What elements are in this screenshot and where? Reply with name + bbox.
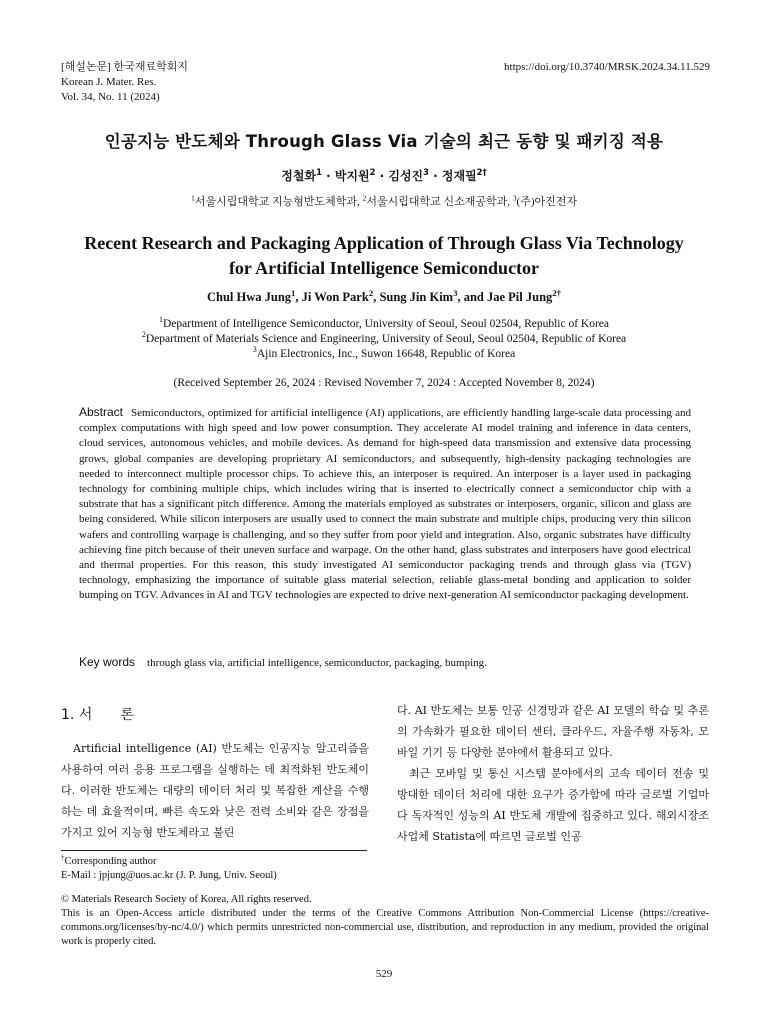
author-separator: ,: [373, 290, 380, 304]
author-separator: ·: [428, 169, 442, 183]
title-english-line: for Artificial Intelligence Semiconductor: [228, 258, 540, 278]
copyright: © Materials Research Society of Korea, All rights reserved.: [61, 894, 312, 905]
license-text: This is an Open-Access article distributed under the terms of the Creative Commons Attribution Non-Commercial License (https://creative-commons.org/licenses/by-nc/4.0/) which permits unrestricted non-commercial use, distribution, and reproduction in any medium, provided the original work is properly cited.: [61, 908, 709, 947]
footnote: [61, 852, 277, 883]
corresponding-email: E-Mail : jpjung@uos.ac.kr (J. P. Jung, Univ. Seoul): [61, 870, 277, 881]
author-ko: 정재필: [441, 169, 477, 183]
title-korean: 인공지능 반도체와 Through Glass Via 기술의 최근 동향 및 패키징 적용: [104, 132, 664, 151]
author-separator: ,: [295, 290, 302, 304]
affiliation-text: Ajin Electronics, Inc., Suwon 16648, Republic of Korea: [256, 348, 516, 360]
footnote-sup: †: [61, 852, 65, 862]
affiliation-sup: 1: [190, 193, 195, 203]
journal-name-ko: [해설논문] 한국재료학회지: [61, 61, 188, 73]
section-heading: [61, 704, 134, 724]
author-sup: 3: [423, 167, 429, 177]
author-sup: 1: [291, 287, 296, 298]
author-sup: 2†: [552, 287, 562, 298]
abstract: [79, 405, 691, 604]
author-ko: 김성진: [388, 169, 424, 183]
affiliation-sup: 3: [512, 193, 517, 203]
author-separator: ·: [375, 169, 389, 183]
affiliation-sup: 2: [141, 330, 146, 340]
keywords-text: through glass via, artificial intelligence, semiconductor, packaging, bumping.: [147, 657, 487, 669]
author-sup: 1: [316, 167, 322, 177]
author-en: Jae Pil Jung: [486, 290, 553, 304]
keywords: [79, 655, 691, 669]
section-title-char: 론: [120, 707, 134, 723]
affiliation-sup: 2: [362, 193, 367, 203]
author-sup: 3: [453, 287, 458, 298]
affiliation-en: [0, 317, 768, 332]
authors-korean: [0, 167, 768, 184]
license: [61, 893, 709, 949]
author-separator: , and: [457, 290, 487, 304]
footnote-divider: [61, 850, 367, 851]
affiliations-english: [0, 317, 768, 362]
body-paragraph: 다. AI 반도체는 보통 인공 신경망과 같은 AI 모델의 학습 및 추론의 가속화가 필요한 데이터 센터, 클라우드, 자율주행 자동차, 모바일 기기 등 다양한 분야에서 활용되고 있다.: [397, 704, 709, 759]
keywords-label: Key words: [79, 655, 136, 669]
affiliation-ko: 서울시립대학교 지능형반도체학과,: [194, 196, 363, 208]
author-en: Ji Won Park: [301, 290, 369, 304]
authors-english: [0, 287, 768, 305]
body-text-left: Artificial intelligence (AI) 반도체는 인공지능 알고리즘을 사용하여 여러 응용 프로그램을 실행하는 데 최적화된 반도체이다. 이러한 반도체는 대량의 데이터 처리 및 복잡한 계산을 수행하는 데 효율적이며, 빠른 속도와 낮은 전력 소비와 같은 장점을 가지고 있어 지능형 반도체라고 불린: [61, 742, 369, 839]
affiliations-korean: [0, 193, 768, 209]
title-english-line: Recent Research and Packaging Application of Through Glass Via Technology: [84, 233, 684, 253]
title-english: [40, 231, 728, 281]
author-ko: 박지원: [334, 169, 370, 183]
received-dates: (Received September 26, 2024 : Revised November 7, 2024 : Accepted November 8, 2024): [173, 377, 595, 389]
affiliation-ko: 서울시립대학교 신소재공학과,: [366, 196, 513, 208]
affiliation-sup: 3: [252, 345, 257, 355]
affiliation-text: Department of Intelligence Semiconductor, University of Seoul, Seoul 02504, Republic of Korea: [163, 318, 610, 330]
affiliation-sup: 1: [158, 315, 163, 325]
abstract-label: Abstract: [79, 405, 124, 419]
author-sup: 2: [368, 287, 374, 298]
journal-header: [61, 60, 188, 105]
affiliation-en: [0, 347, 768, 362]
author-ko: 정철화: [281, 169, 317, 183]
abstract-text: Semiconductors, optimized for artificial intelligence (AI) applications, are efficiently handling large-scale data processing and complex computations with high speed and low power consumption. They accelerate AI model training and inference in data centers, cloud services, autonomous vehicles, and mobile devices. As demand for high-speed data transmission and extensive data processing grows, global companies are developing proprietary AI semiconductors, and subsequently, high-density packaging technologies are needed to interconnect multiple processor chips. To achieve this, an interposer is required. An interposer is a layer used in packaging technology for combining multiple chips, which includes wiring that is inserted to electrically connect a semiconductor chip with a substrate that has a significant pitch difference. Among the materials employed as substrates or interposers, organic, silicon and glass are being considered. While silicon interposers are usually used to connect the main substrate and multiple chips, producing very thin silicon wafers and controlling warpage is challenging, and so they suffer from poor yield and integration. Also, organic substrates have difficulty achieving fine pitch because of their uneven surface and warpage. On the other hand, glass substrates and interposers have good electrical and thermal properties. For this reason, this study investigated AI semiconductor packaging trends and through glass via (TGV) technology, emphasizing the importance of suitable glass material selection, reliable glass-metal bonding and application to solder bumping on TGV. Advances in AI and TGV technologies are expected to drive next-generation AI semiconductor packaging development.: [79, 407, 691, 602]
journal-volume: Vol. 34, No. 11 (2024): [61, 91, 160, 103]
page-number: 529: [375, 968, 393, 980]
body-paragraph: 최근 모바일 및 통신 시스템 분야에서의 고속 데이터 전송 및 방대한 데이터 처리에 대한 요구가 증가함에 따라 글로벌 기업마다 독자적인 성능의 AI 반도체 개발에 집중하고 있다. 해외시장조사업체 Statista에 따르면 글로벌 인공: [397, 767, 709, 843]
author-sup: 2: [369, 167, 376, 177]
author-en: Sung Jin Kim: [379, 290, 454, 304]
author-separator: ·: [321, 169, 335, 183]
affiliation-en: [0, 332, 768, 347]
section-title-char: 서: [78, 707, 93, 723]
affiliation-text: Department of Materials Science and Engineering, University of Seoul, Seoul 02504, Republic of Korea: [145, 333, 627, 345]
author-sup: 2†: [476, 167, 487, 177]
body-text-right: [397, 700, 709, 847]
doi-link[interactable]: https://doi.org/10.3740/MRSK.2024.34.11.529: [504, 61, 710, 73]
corresponding-author: Corresponding author: [64, 856, 157, 867]
section-number: 1.: [61, 707, 75, 723]
journal-name-en: Korean J. Mater. Res.: [61, 76, 157, 88]
affiliation-ko: (주)아진전자: [516, 196, 578, 208]
author-en: Chul Hwa Jung: [206, 290, 292, 304]
